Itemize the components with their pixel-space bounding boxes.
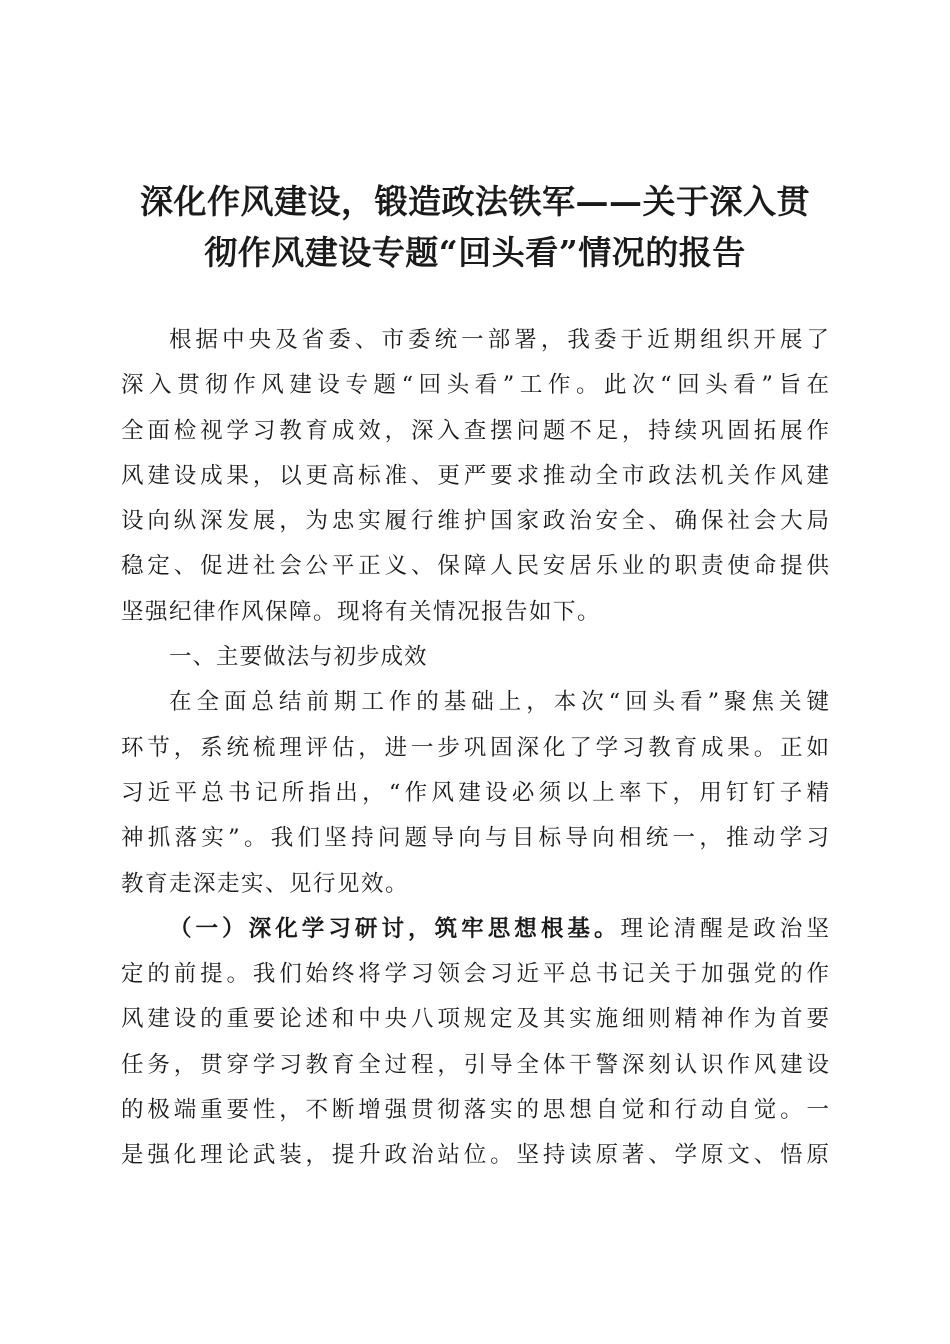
paragraph-line: 环节，系统梳理评估，进一步巩固深化了学习教育成果。正如 — [121, 734, 829, 761]
title-line-2: 彻作风建设专题“回头看”情况的报告 — [204, 233, 746, 272]
paragraph-line: 深入贯彻作风建设专题“回头看”工作。此次“回头看”旨在 — [121, 372, 829, 399]
paragraph-intro — [121, 318, 829, 635]
paragraph-line: 稳定、促进社会公平正义、保障人民安居乐业的职责使命提供 — [121, 553, 829, 580]
paragraph-line: 风建设的重要论述和中央八项规定及其实施细则精神作为首要 — [121, 1006, 829, 1033]
paragraph-line: 坚强纪律作风保障。现将有关情况报告如下。 — [121, 598, 602, 625]
subsection-lead: （一）深化学习研讨，筑牢思想根基。 — [169, 915, 621, 942]
paragraph-line — [121, 907, 829, 952]
paragraph-line: 根据中央及省委、市委统一部署，我委于近期组织开展了 — [169, 327, 829, 353]
paragraph-line: 风建设成果，以更高标准、更严要求推动全市政法机关作风建 — [121, 462, 829, 489]
paragraph-section-intro — [121, 680, 829, 906]
paragraph-line-rest: 理论清醒是政治坚 — [620, 915, 829, 942]
paragraph-line: 神抓落实”。我们坚持问题导向与目标导向相统一，推动学习 — [121, 825, 829, 852]
paragraph-line: 的极端重要性，不断增强贯彻落实的思想自觉和行动自觉。一 — [121, 1097, 829, 1124]
paragraph-line: 是强化理论武装，提升政治站位。坚持读原著、学原文、悟原 — [121, 1142, 829, 1169]
paragraph-line: 在全面总结前期工作的基础上，本次“回头看”聚焦关键 — [169, 689, 829, 716]
paragraph-line: 教育走深走实、见行见效。 — [121, 870, 410, 897]
paragraph-line: 习近平总书记所指出，“作风建设必须以上率下，用钉钉子精 — [121, 779, 829, 806]
document-body — [121, 318, 829, 1179]
title-line-1: 深化作风建设，锻造政法铁军——关于深入贯 — [140, 182, 810, 221]
section-heading: 一、主要做法与初步成效 — [169, 644, 428, 671]
paragraph-line: 定的前提。我们始终将学习领会习近平总书记关于加强党的作 — [121, 961, 829, 988]
paragraph-line: 设向纵深发展，为忠实履行维护国家政治安全、确保社会大局 — [121, 508, 829, 535]
document-title — [100, 176, 850, 278]
paragraph-subsection-1 — [121, 907, 829, 1179]
paragraph-line: 任务，贯穿学习教育全过程，引导全体干警深刻认识作风建设 — [121, 1051, 829, 1078]
paragraph-line: 全面检视学习教育成效，深入查摆问题不足，持续巩固拓展作 — [121, 417, 829, 444]
